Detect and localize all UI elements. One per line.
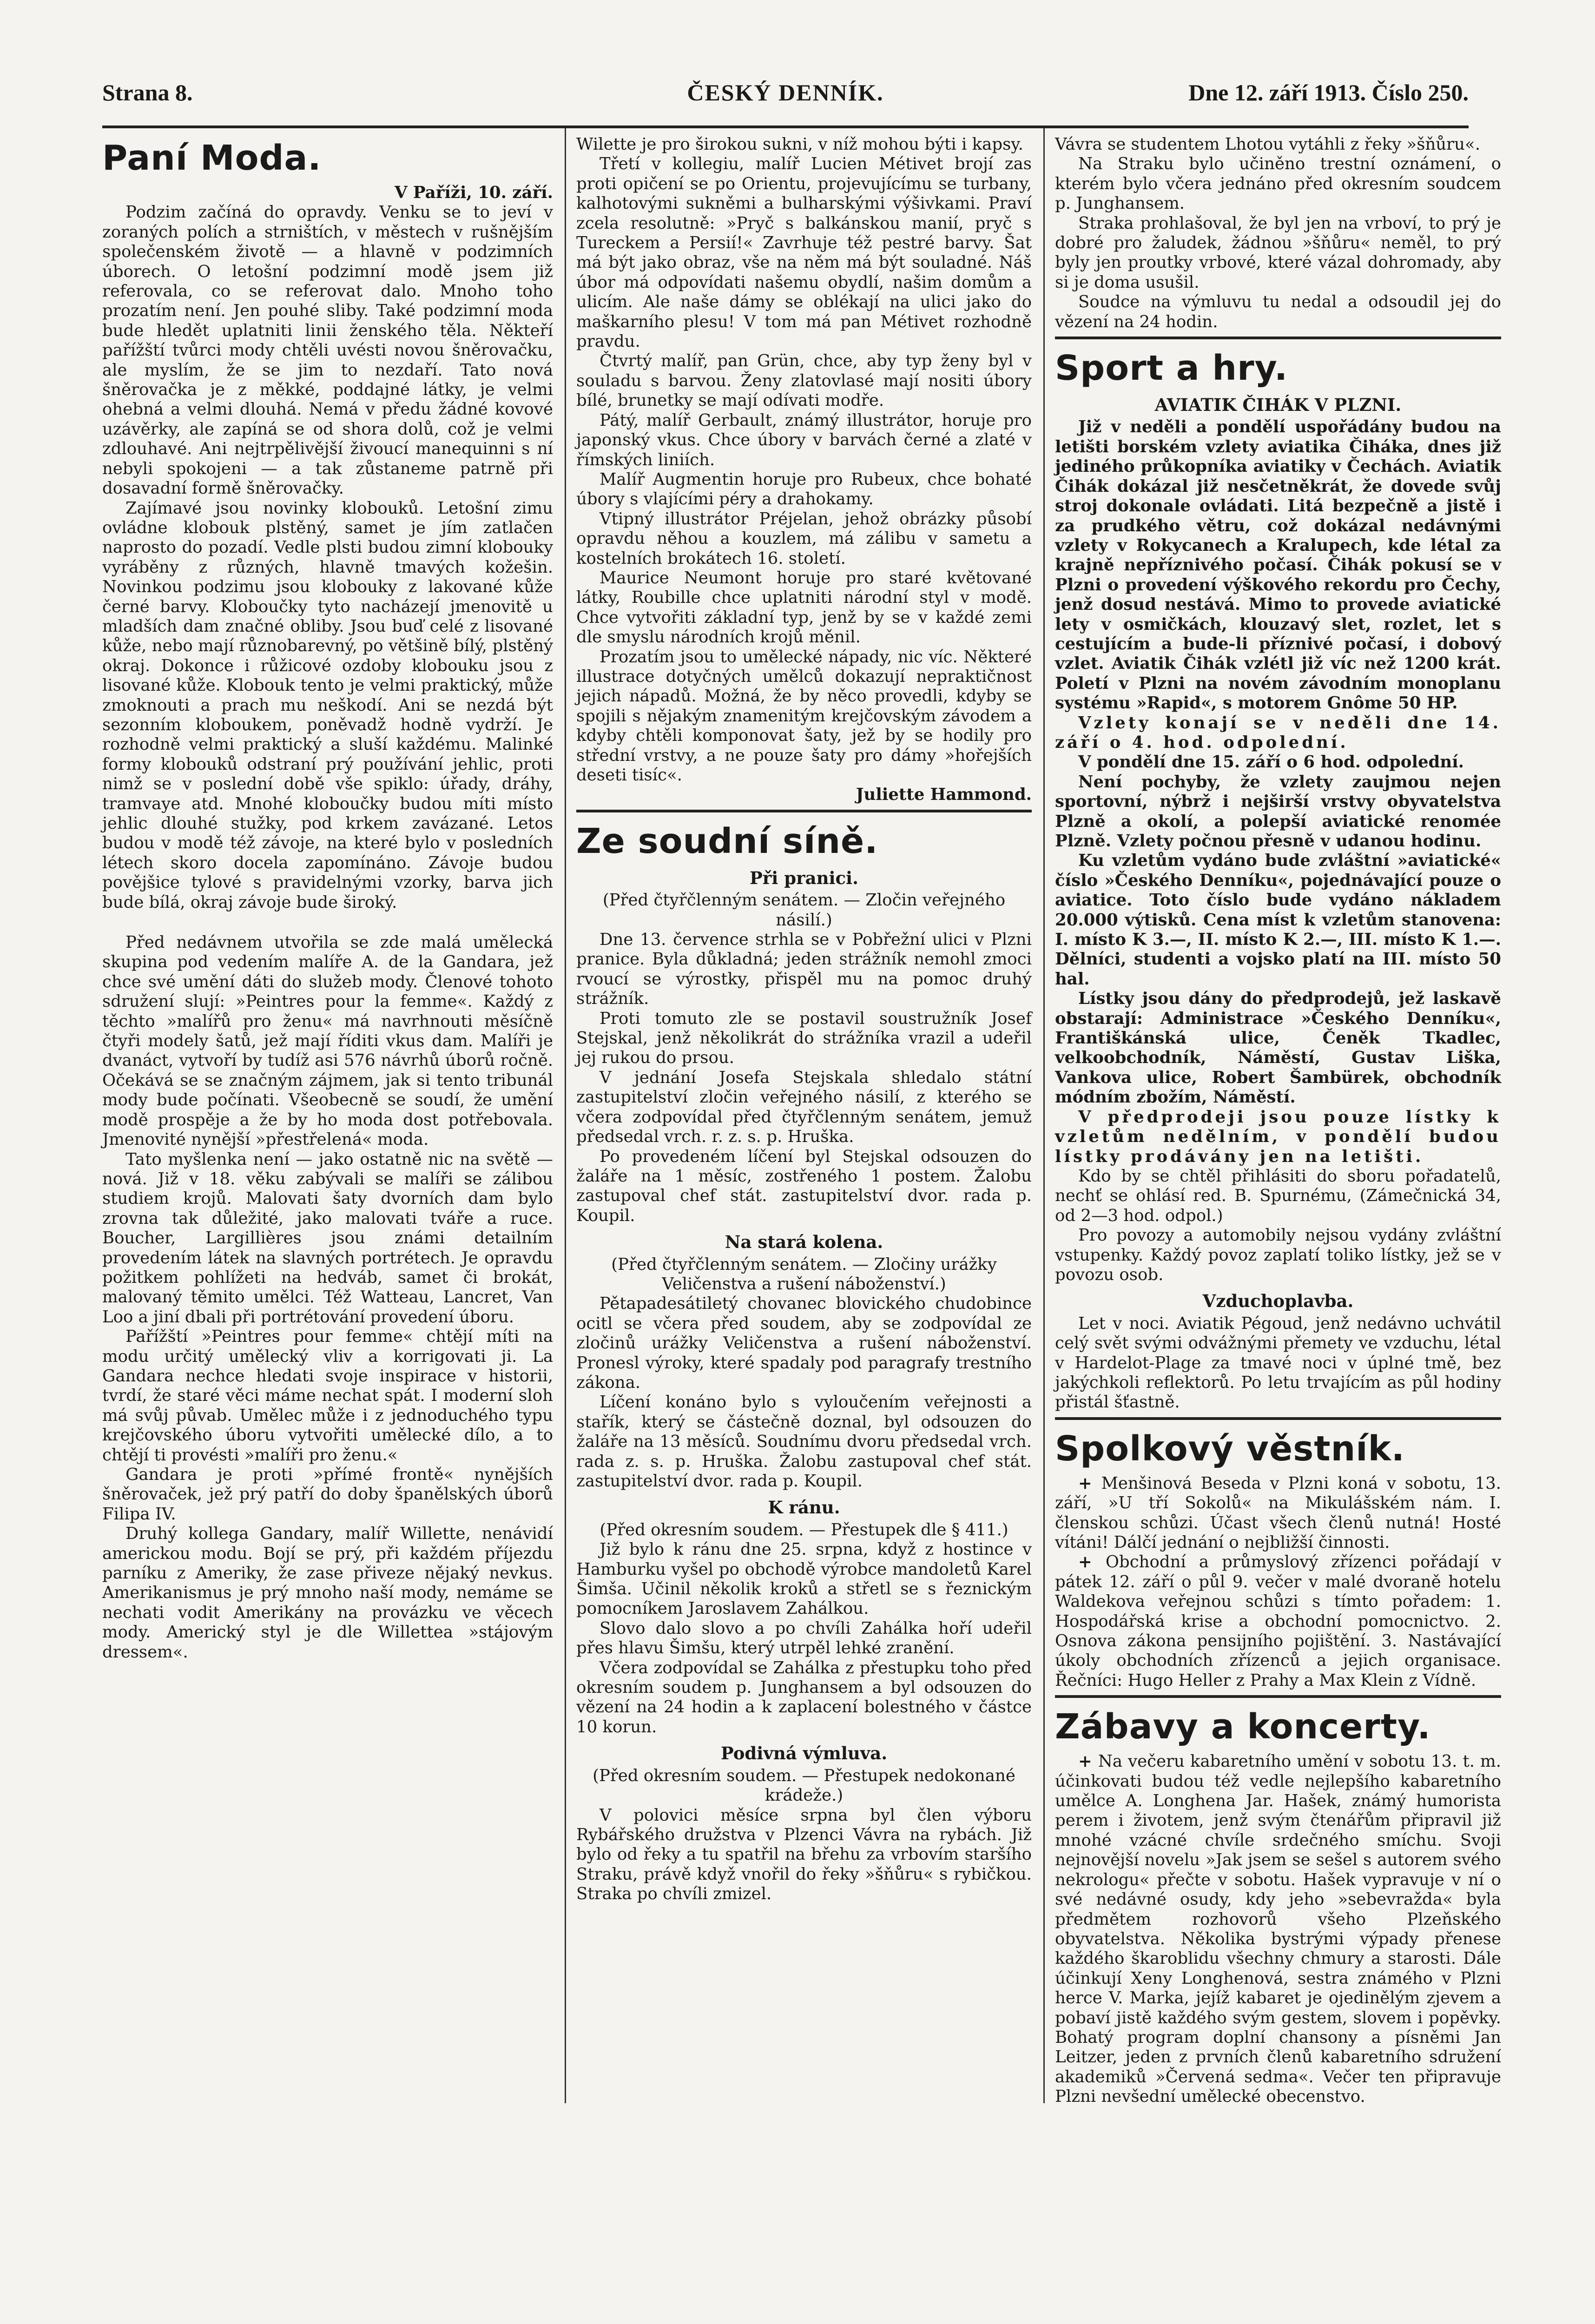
article-paragraph: Pařížští »Peintres pour femme« chtějí míti na modu určitý umělecký vliv a korrigovati ji. La Gandara nechce hledati svoje inspirace v historii, tvrdí, že staré věci máme nechat spát. I moderní sloh má svůj půvab. Umělec může i z jednoduchého typu krejčovského úboru vytvořiti umělecké dílo, a to chtějí ti provésti »malíři pro ženu.« <box>102 1327 553 1465</box>
article-paragraph: Třetí v kollegiu, malíř Lucien Métivet brojí zas proti opičení se po Orientu, projevujícímu se turbany, kalhotovými sukněmi a bulharskými výšivkami. Praví zcela resolutně: »Pryč s balkánskou manií, pryč s Tureckem a Persií!« Zavrhuje též pestré barvy. Šat má být jako obraz, vše na něm má být souladné. Náš úbor má odpovídati našemu obydlí, našim domům a ulicím. Ale naše dámy se oblékají na ulici jako do maškarního plesu! V tom má pan Métivet rozhodně pravdu. <box>576 154 1032 351</box>
newspaper-title: ČESKÝ DENNÍK. <box>687 79 884 106</box>
court-paragraph: Již bylo k ránu dne 25. srpna, když z hostince v Hamburku vyšel po obchodě výrobce mandoletů Karel Šimša. Učinil několik kroků a střetl se s řeznickým pomocníkem Jaroslavem Zahálkou. <box>576 1540 1032 1618</box>
sport-paragraph: Pro povozy a automobily nejsou vydány zvláštní vstupenky. Každý povoz zaplatí toliko lístky, jež se v povozu osob. <box>1055 1226 1501 1284</box>
section-divider <box>1055 1417 1501 1420</box>
section-divider <box>1055 337 1501 339</box>
sport-paragraph: Není pochyby, že vzlety zaujmou nejen sportovní, nýbrž i nejširší vrstvy obyvatelstva Plzně a okolí, a polepší aviatické renomée Plzně. Vzlety počnou přesně v udanou hodinu. <box>1055 772 1501 851</box>
club-notice: + Menšinová Beseda v Plzni koná v sobotu, 13. září, »U tří Sokolů« na Mikulášském nám. I. členskou schůzi. Účast všech členů nutná! Hosté vítáni! Dálčí jednání o nejbližší činnosti. <box>1055 1474 1501 1553</box>
court-case-subtitle: (Před okresním soudem. — Přestupek nedokonané krádeže.) <box>593 1766 1015 1805</box>
section-title-entertainment: Zábavy a koncerty. <box>1055 1707 1431 1747</box>
sport-paragraph: Kdo by se chtěl přihlásiti do sboru pořadatelů, nechť se ohlásí red. B. Spurnému, (Zámečnická 34, od 2—3 hod. odpol.) <box>1055 1166 1501 1225</box>
entertainment-notice: + Na večeru kabaretního umění v sobotu 13. t. m. účinkovati budou též vedle nejlepšího kabaretního umělce A. Longhena Jar. Hašek, známý humorista perem i životem, jenž svým čtenářům připravil již mnohé vzácné chvíle srdečného smíchu. Svoji nejnovější novelu »Jak jsem se sešel s autorem svého nekrologu« přečte v sobotu. Hašek vypravuje v ní o své nedávné osudy, kdy jeho »sebevražda« byla předmětem rozhovorů všeho Plzeňského obyvatelstva. Několika bystrými výpady přenese každého škaroblidu všechny chmury a starosti. Dále účinkují Xeny Longhenová, sestra známého v Plzni herce V. Marka, jejíž kabaret je ojedinělým zjevem a pobaví jistě každého svým gestem, slovem i popěvky. Bohatý program doplní chansony a písněmi Jan Leitzer, jeden z prvních členů kabaretního sdružení akademiků »Červená sedma«. Večer ten připravuje Plzni nevšední umělecké obecenstvo. <box>1055 1752 1501 2106</box>
article-dateline: V Paříži, 10. září. <box>394 183 553 202</box>
article-paragraph: Maurice Neumont horuje pro staré květované látky, Roubille chce uplatniti národní styl v modě. Chce vytvořiti základní typ, jenž by se v každé zemi dle smyslu národních krojů měnil. <box>576 568 1032 647</box>
column-2 <box>576 135 1032 1904</box>
article-paragraph: Malíř Augmentin horuje pro Rubeux, chce bohaté úbory s vlajícími péry a drahokamy. <box>576 469 1032 509</box>
court-paragraph: Na Straku bylo učiněno trestní oznámení, o kterém bylo včera jednáno před okresním soudcem p. Junghansem. <box>1055 154 1501 213</box>
court-paragraph: Straka prohlašoval, že byl jen na vrboví, to prý je dobré pro žaludek, žádnou »šňůru« neměl, to prý byly jen proutky vrbové, které vázal dohromady, aby si je doma usušil. <box>1055 213 1501 292</box>
article-paragraph: Podzim začíná do opravdy. Venku se to jeví v zoraných polích a strništích, v městech v rušnějším společenském životě — a hlavně v podzimních úborech. O letošní podzimní modě jsem již referovala, co se referovat dalo. Mnoho toho prozatím není. Jen pouhé sliby. Také podzimní moda bude hledět uplatniti linii ženského těla. Někteří pařížští tvůrci mody chtěli uvésti novou šněrovačku, ale myslím, že se jim to nezdaří. Tato nová šněrovačka je z měkké, poddajné látky, je velmi ohebná a velmi dlouhá. Nemá v předu žádné kovové uzávěrky, ale zapíná se od shora dolů, což je velmi zdlouhavé. Ani nejtrpělivější živoucí manequinni s ní nebyli spokojeni — a tak zůstaneme patrně při dosavadní formě šněrovačky. <box>102 203 553 498</box>
sport-paragraph: V pondělí dne 15. září o 6 hod. odpolední. <box>1078 753 1464 772</box>
column-1 <box>102 135 553 1662</box>
court-case-title: K ránu. <box>768 1497 840 1518</box>
newspaper-page <box>70 0 1502 2324</box>
sport-paragraph: V předprodeji jsou pouze lístky k vzletům nedělním, v pondělí budou lístky prodávány jen na letišti. <box>1055 1107 1501 1166</box>
court-paragraph: V polovici měsíce srpna byl člen výboru Rybářského družstva v Plzenci Vávra na rybách. Již bylo od řeky a tu spatřil na břehu za vrbovím staršího Straku, právě když vnořil do řeky »šňůru« s rybičkou. Straka po chvíli zmizel. <box>576 1805 1032 1904</box>
aviation-paragraph: Let v noci. Aviatik Pégoud, jenž nedávno uchvátil celý svět svými odvážnými přemety ve vzduchu, létal v Hardelot-Plage za tmavé noci v úplné tmě, bez jakýchkoli reflektorů. Po letu trvajícím as půl hodiny přistál šťastně. <box>1055 1314 1501 1412</box>
section-divider <box>576 810 1032 812</box>
article-paragraph: Čtvrtý malíř, pan Grün, chce, aby typ ženy byl v souladu s barvou. Ženy zlatovlasé mají nositi úbory bílé, brunetky se mají odívati modře. <box>576 351 1032 410</box>
court-paragraph: Proti tomuto zle se postavil soustružník Josef Stejskal, jenž několikrát do strážníka vrazil a udeřil jej rukou do prsou. <box>576 1009 1032 1068</box>
aviation-title: Vzduchoplavba. <box>1202 1291 1354 1312</box>
section-divider <box>1055 1695 1501 1698</box>
section-title-clubs: Spolkový věstník. <box>1055 1428 1405 1469</box>
article-paragraph: Zajímavé jsou novinky klobouků. Letošní zimu ovládne klobouk plstěný, samet je jím zatlačen naprosto do pozadí. Vedle plsti budou zimní klobouky vyráběny z různých, hlavně tmavých kožešin. Novinkou podzimu jsou klobouky z lakované kůže černé barvy. Kloboučky tyto nacházejí jmenovitě u mladších dam značné obliby. Jsou buď celé z lisované kůže, nebo mají různobarevný, po většině bílý, plstěný okraj. Dokonce i růžicové ozdoby klobouku jsou z lisované kůže. Klobouk tento je velmi praktický, může zmoknouti a prach mu neškodí. Ani se nezdá být sezonním kloboukem, poněvadž hodně vydrží. Je rozhodně velmi praktický a sluší každému. Malinké formy klobouků odstraní prý používání jehlic, proti nimž se v poslední době vše spiklo: úřady, dráhy, tramvaye atd. Mnohé kloboučky budou míti místo jehlic dlouhé stužky, pod krkem zavázané. Letos budou v modě též závoje, na které bylo v posledních létech skoro docela zapomínáno. Závoje budou povějšice tylové s pravidelnými vzorky, barva jich bude bílá, okraj závoje bude široký. <box>102 498 553 912</box>
court-paragraph: Vávra se studentem Lhotou vytáhli z řeky »šňůru«. <box>1055 135 1481 154</box>
article-signature: Juliette Hammond. <box>856 785 1032 805</box>
court-case-title: Při pranici. <box>749 867 858 888</box>
court-case-title: Na stará kolena. <box>725 1232 883 1253</box>
court-paragraph: Líčení konáno bylo s vyloučením veřejnosti a stařík, který se částečně doznal, byl odsouzen do žaláře na 13 měsíců. Soudnímu dvoru předsedal vrch. rada z. s. p. Hruška. Žalobu zastupoval chef stát. zastupitelství dvor. rada p. Koupil. <box>576 1393 1032 1491</box>
sport-article-title: AVIATIK ČIHÁK V PLZNI. <box>1154 395 1402 416</box>
court-paragraph: Dne 13. července strhla se v Pobřežní ulici v Plzni pranice. Byla důkladná; jeden strážník nemohl zmoci rvoucí se výrostky, přispěl mu na pomoc druhý strážník. <box>576 930 1032 1009</box>
article-paragraph: Před nedávnem utvořila se zde malá umělecká skupina pod vedením malíře A. de la Gandara, jež chce své umění dáti do služeb mody. Členové tohoto sdružení slují: »Peintres pour la femme«. Každý z těchto »malířů pro ženu« má navrhnouti měsíčně čtyři modely šatů, jež mají říditi vkus dam. Malíři je dvanáct, vytvoří by tudíž asi 576 návrhů úborů ročně. Očekává se se značným zájmem, jak si tento tribunál mody bude počínati. Všeobecně se soudí, že umění modě prospěje a že by ho moda dost potřebovala. Jmenovité nynější »přestřelená« moda. <box>102 933 553 1149</box>
page-number: Strana 8. <box>102 79 193 106</box>
court-paragraph: Pětapadesátiletý chovanec blovického chudobince ocitl se včera před soudem, aby se zodpovídal ze zločinů urážky Veličenstva a rušení náboženství. Pronesl výroky, které spadaly pod paragrafy trestního zákona. <box>576 1294 1032 1392</box>
article-paragraph: Pátý, malíř Gerbault, známý illustrátor, horuje pro japonský vkus. Chce úbory v barvách černé a zlaté v římských liniích. <box>576 410 1032 469</box>
column-rule-2 <box>1043 128 1045 2103</box>
court-paragraph: Soudce na výmluvu tu nedal a odsoudil jej do vězení na 24 hodin. <box>1055 292 1501 331</box>
court-paragraph: Po provedeném líčení byl Stejskal odsouzen do žaláře na 1 měsíc, zostřeného 1 postem. Žalobu zastupoval chef stát. zastupitelství dvor. rada p. Koupil. <box>576 1147 1032 1225</box>
column-rule-1 <box>565 128 566 2103</box>
article-paragraph: Wilette je pro širokou sukni, v níž mohou býti i kapsy. <box>576 135 1023 154</box>
court-case-subtitle: (Před čtyřčlenným senátem. — Zločin veřejného násilí.) <box>602 891 1006 930</box>
court-case-title: Podivná výmluva. <box>720 1743 888 1764</box>
club-notice: + Obchodní a průmyslový zřízenci pořádají v pátek 12. září o půl 9. večer v malé dvoraně hotelu Waldekova veřejnou schůzi s tímto pořadem: 1. Hospodářská krise a obchodní pomocnictvo. 2. Osnova zákona pensijního pojištění. 3. Nastávající úkoly obchodních zřízenců a jejich organisace. Řečníci: Hugo Heller z Prahy a Max Klein z Vídně. <box>1055 1552 1501 1690</box>
article-paragraph: Prozatím jsou to umělecké nápady, nic víc. Některé illustrace dotyčných umělců dokazují nepraktičnost jejich nápadů. Možná, že by něco provedli, kdyby se spojili s nějakým znamenitým krejčovským závodem a kdyby chtěli komponovat šaty, jež by se hodily pro střední vrstvy, a ne pouze šaty pro dámy »hořejších deseti tisíc«. <box>576 647 1032 785</box>
section-title-court: Ze soudní síně. <box>576 821 878 861</box>
court-paragraph: V jednání Josefa Stejskala shledalo státní zastupitelství zločin veřejného násilí, z kterého se včera zodpovídal před čtyřčlenným senátem, jemuž předsedal vrch. r. z. s. p. Hruška. <box>576 1068 1032 1147</box>
article-paragraph: Tato myšlenka není — jako ostatně nic na světě — nová. Již v 18. věku zabývali se malíři se zálibou studiem krojů. Malovati šaty dvorních dam bylo zrovna tak důležité, jako malovati tváře a ruce. Boucher, Largillières jsou známi detailním provedením látek na slavných portrétech. Je opravdu požitkem pohlížeti na hedváb, samet či brokát, malovaný těmito umělci. Též Watteau, Lancret, Van Loo a jiní dbali při portrétování provedení úboru. <box>102 1149 553 1327</box>
sport-paragraph: Ku vzletům vydáno bude zvláštní »aviatické« číslo »Českého Denníku«, pojednávající pouze o aviatice. Toto číslo bude vydáno nákladem 20.000 výtisků. Cena míst k vzletům stanovena: I. místo K 3.—, II. místo K 2.—, III. místo K 1.—. Dělníci, studenti a vojsko platí na III. místo 50 hal. <box>1055 851 1501 989</box>
masthead <box>102 74 1469 128</box>
sport-paragraph: Již v neděli a pondělí uspořádány budou na letišti borském vzlety aviatika Čiháka, dnes již jediného průkopníka aviatiky v Čechách. Aviatik Čihák dokázal již nesčetněkrát, že dovede svůj stroj dokonale ovládati. Litá bezpečně a jistě i za prudkého větru, což dokázal nedávnými vzlety v Rokycanech a Kralupech, kde létal za krajně nepříznivého počasí. Čihák pokusí se v Plzni o provedení výškového rekordu pro Čechy, jenž dosud nestává. Mimo to provede aviatické lety v osmičkách, klouzavý slet, rozlet, let s cestujícím a bude-li příznivé počasí, i dobový vzlet. Aviatik Čihák vzlétl již víc než 1200 krát. Poletí v Plzni na novém závodním monoplanu systému »Rapid«, s motorem Gnôme 50 HP. <box>1055 417 1501 713</box>
court-paragraph: Slovo dalo slovo a po chvíli Zahálka hoří udeřil přes hlavu Šimšu, který utrpěl lehké zranění. <box>576 1618 1032 1658</box>
issue-date: Dne 12. září 1913. Číslo 250. <box>1188 79 1469 106</box>
court-paragraph: Včera zodpovídal se Zahálka z přestupku toho před okresním soudem p. Junghansem a byl odsouzen do vězení na 24 hodin a k zaplacení bolestného v částce 10 korun. <box>576 1658 1032 1736</box>
court-case-subtitle: (Před okresním soudem. — Přestupek dle § 411.) <box>600 1520 1008 1539</box>
sport-paragraph: Vzlety konají se v neděli dne 14. září o 4. hod. odpolední. <box>1055 713 1501 752</box>
article-paragraph: Druhý kollega Gandary, malíř Willette, nenávidí americkou modu. Bojí se prý, při každém příjezdu parníku z Ameriky, že zase přiveze nějaký nevkus. Amerikanismus je prý mnoho naší mody, nemáme se nechati vodit Amerikány na provázku ve věcech mody. Americký styl je dle Willettea »stájovým dressem«. <box>102 1524 553 1662</box>
sport-paragraph: Lístky jsou dány do předprodejů, jež laskavě obstarají: Administrace »Českého Denníku«, Františkánská ulice, Čeněk Tkadlec, velkoobchodník, Náměstí, Gustav Liška, Vankova ulice, Robert Šambürek, obchodník módním zbožím, Náměstí. <box>1055 989 1501 1107</box>
column-3 <box>1055 135 1501 2107</box>
article-paragraph: Gandara je proti »přímé frontě« nynějších šněrovaček, jež prý patří do doby španělských úborů Filipa IV. <box>102 1465 553 1524</box>
article-paragraph: Vtipný illustrátor Préjelan, jehož obrázky působí opravdu něhou a kouzlem, má zálibu v sametu a kostelních brokátech 16. století. <box>576 509 1032 568</box>
court-case-subtitle: (Před čtyřčlenným senátem. — Zločiny urážky Veličenstva a rušení náboženství.) <box>611 1254 997 1294</box>
section-title-sport: Sport a hry. <box>1055 348 1288 389</box>
article-title-fashion: Paní Moda. <box>102 138 322 178</box>
